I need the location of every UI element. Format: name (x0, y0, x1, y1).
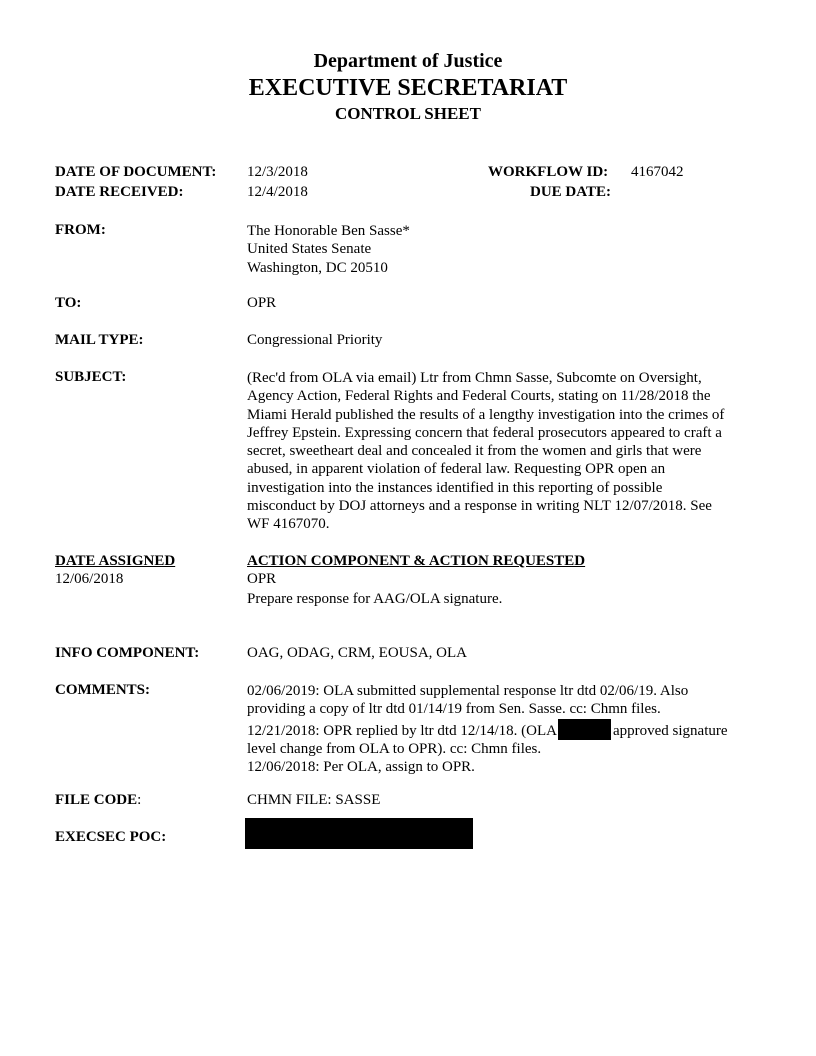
subject-line: misconduct by DOJ attorneys and a response in writing NLT 12/07/2018. See (247, 498, 712, 515)
due-date-label: DUE DATE: (530, 184, 611, 200)
file-code-label-text: FILE CODE (55, 792, 138, 808)
subject-line: abused, in apparent violation of federal law. Requesting OPR open an (247, 461, 666, 478)
action-requested-value: Prepare response for AAG/OLA signature. (247, 591, 503, 607)
header-control-sheet: CONTROL SHEET (335, 104, 481, 123)
workflow-id-label: WORKFLOW ID: (488, 164, 609, 180)
info-component-value: OAG, ODAG, CRM, EOUSA, OLA (247, 645, 468, 661)
mail-type-label: MAIL TYPE: (55, 332, 144, 348)
subject-line: (Rec'd from OLA via email) Ltr from Chmn Sasse, Subcomte on Oversight, (247, 370, 702, 386)
date-of-document-value: 12/3/2018 (247, 164, 308, 180)
action-component-value: OPR (247, 571, 277, 587)
date-received-label: DATE RECEIVED: (55, 184, 184, 200)
date-of-document-label: DATE OF DOCUMENT: (55, 164, 217, 180)
comment-text: 12/21/2018: OPR replied by ltr dtd 12/14/18. (OLA (247, 722, 557, 739)
action-component-label: ACTION COMPONENT & ACTION REQUESTED (247, 553, 586, 569)
subject-line: investigation into the instances identified in this reporting of possible (247, 479, 663, 496)
to-value: OPR (247, 295, 277, 311)
comment-line: 02/06/2019: OLA submitted supplemental response ltr dtd 02/06/19. Also (247, 683, 689, 699)
subject-label: SUBJECT: (55, 369, 127, 385)
from-block (247, 222, 762, 277)
comments-block (247, 682, 762, 776)
execsec-poc-redaction (245, 818, 473, 849)
subject-line: Jeffrey Epstein. Expressing concern that federal prosecutors appeared to craft a (247, 424, 722, 441)
from-line: United States Senate (247, 241, 372, 258)
subject-line: secret, sweetheart deal and concealed it from the women and girls that were (247, 443, 702, 460)
from-label: FROM: (55, 222, 106, 238)
date-assigned-value: 12/06/2018 (55, 571, 124, 587)
redaction-box (558, 719, 611, 740)
file-code-colon: : (137, 792, 142, 808)
comment-line: level change from OLA to OPR). cc: Chmn files. (247, 740, 542, 757)
comment-line (247, 719, 762, 740)
subject-line: Agency Action, Federal Rights and Federal Courts, stating on 11/28/2018 the (247, 388, 711, 405)
from-line: The Honorable Ben Sasse* (247, 223, 410, 239)
subject-line: Miami Herald published the results of a lengthy investigation into the crimes of (247, 406, 725, 423)
comments-label: COMMENTS: (55, 682, 150, 698)
header-department: Department of Justice (313, 50, 503, 72)
date-assigned-label: DATE ASSIGNED (55, 553, 176, 569)
comment-line: 12/06/2018: Per OLA, assign to OPR. (247, 759, 475, 776)
header-executive-secretariat: EXECUTIVE SECRETARIAT (248, 75, 568, 101)
execsec-poc-label: EXECSEC POC: (55, 829, 167, 845)
workflow-id-value: 4167042 (631, 164, 684, 180)
mail-type-value: Congressional Priority (247, 332, 383, 348)
date-received-value: 12/4/2018 (247, 184, 308, 200)
comment-line: providing a copy of ltr dtd 01/14/19 from Sen. Sasse. cc: Chmn files. (247, 701, 661, 718)
to-label: TO: (55, 295, 82, 311)
info-component-label: INFO COMPONENT: (55, 645, 200, 661)
subject-block (247, 369, 762, 534)
comment-text: approved signature (612, 722, 728, 739)
file-code-label (55, 792, 141, 809)
subject-line: WF 4167070. (247, 516, 330, 533)
from-line: Washington, DC 20510 (247, 259, 388, 276)
file-code-value: CHMN FILE: SASSE (247, 792, 381, 808)
